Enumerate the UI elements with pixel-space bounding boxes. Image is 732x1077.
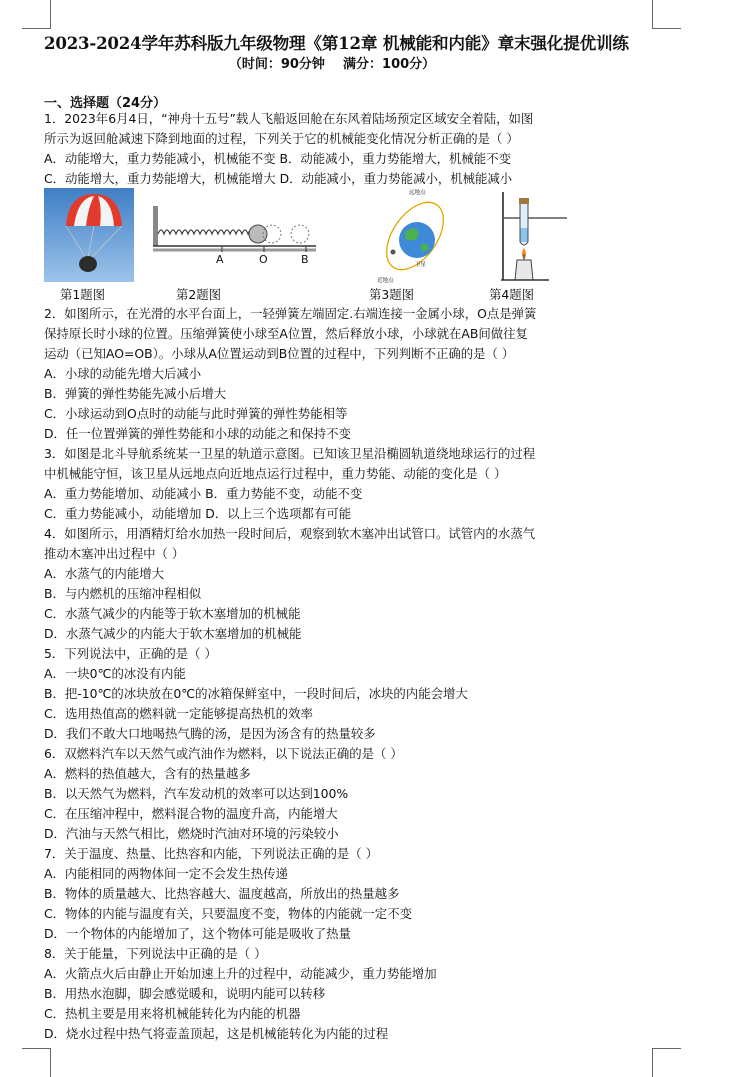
figure-1-parachute: [44, 188, 134, 282]
text-line: D．一个物体的内能增加了，这个物体可能是吸收了热量: [44, 926, 351, 941]
text-line: D．水蒸气减少的内能大于软木塞增加的机械能: [44, 626, 302, 641]
label-b: B: [301, 253, 309, 266]
text-line: D．汽油与天然气相比，燃烧时汽油对环境的污染较小: [44, 826, 339, 841]
label-perigee: 近地点: [377, 278, 394, 284]
orbit-diagram: [375, 188, 455, 284]
spring-ball-diagram: [150, 200, 320, 270]
text-line: 保持原长时小球的位置。压缩弹簧使小球至A位置，然后释放小球，小球就在AB间做往复: [44, 326, 528, 341]
text-line: 推动木塞冲出过程中（ ）: [44, 546, 185, 561]
document-title: 2023-2024学年苏科版九年级物理《第12章 机械能和内能》章末强化提优训练: [44, 33, 629, 53]
section-heading: 一、选择题（24分）: [44, 96, 167, 111]
text-line: 1．2023年6月4日，“神舟十五号”载人飞船返回舱在东风着陆场预定区域安全着陆，如图: [44, 111, 534, 126]
text-line: B．把-10℃的冰块放在0℃的冰箱保鲜室中，一段时间后，冰块的内能会增大: [44, 686, 468, 701]
caption-fig-3: 第3题图: [369, 287, 415, 302]
text-line: 8．关于能量，下列说法中正确的是（ ）: [44, 946, 267, 961]
text-line: C．重力势能减小，动能增加 D．以上三个选项都有可能: [44, 506, 352, 521]
text-line: D．任一位置弹簧的弹性势能和小球的动能之和保持不变: [44, 426, 351, 441]
text-line: 中机械能守恒，该卫星从远地点向近地点运行过程中，重力势能、动能的变化是（ ）: [44, 466, 507, 481]
text-line: D．我们不敢大口地喝热气腾的汤，是因为汤含有的热量较多: [44, 726, 376, 741]
text-line: B．用热水泡脚，脚会感觉暖和，说明内能可以转移: [44, 986, 326, 1001]
figure-2-spring: [150, 200, 320, 270]
caption-fig-2: 第2题图: [176, 287, 222, 302]
text-line: A．燃料的热值越大，含有的热量越多: [44, 766, 251, 781]
caption-fig-4: 第4题图: [489, 287, 535, 302]
text-line: A．小球的动能先增大后减小: [44, 366, 202, 381]
text-line: C．动能增大，重力势能增大，机械能增大 D．动能减小，重力势能减小，机械能减小: [44, 171, 513, 186]
text-line: C．热机主要是用来将机械能转化为内能的机器: [44, 1006, 301, 1021]
parachute-image: [44, 188, 134, 282]
label-satellite: 卫星: [415, 262, 427, 268]
text-line: D．烧水过程中热气将壶盖顶起，这是机械能转化为内能的过程: [44, 1026, 389, 1041]
figure-3-orbit: [375, 188, 455, 284]
text-line: B．以天然气为燃料，汽车发动机的效率可以达到100%: [44, 786, 349, 801]
text-line: C．选用热值高的燃料就一定能够提高热机的效率: [44, 706, 313, 721]
text-line: A．内能相同的两物体间一定不会发生热传递: [44, 866, 288, 881]
text-line: 运动（已知AO=OB）。小球从A位置运动到B位置的过程中，下列判断不正确的是（ ）: [44, 346, 515, 361]
label-o: O: [259, 253, 268, 266]
figure-4-test-tube: [495, 188, 575, 284]
text-line: A．一块0℃的冰没有内能: [44, 666, 186, 681]
label-apogee: 远地点: [409, 190, 426, 196]
text-line: 4．如图所示，用酒精灯给水加热一段时间后，观察到软木塞冲出试管口。试管内的水蒸气: [44, 526, 536, 541]
text-line: A．动能增大，重力势能减小，机械能不变 B．动能减小，重力势能增大，机械能不变: [44, 151, 511, 166]
text-line: C．水蒸气减少的内能等于软木塞增加的机械能: [44, 606, 301, 621]
label-a: A: [216, 253, 224, 266]
corner-mark-bottom-left: [22, 1048, 51, 1077]
text-line: 3．如图是北斗导航系统某一卫星的轨道示意图。已知该卫星沿椭圆轨道绕地球运行的过程: [44, 446, 536, 461]
text-line: B．与内燃机的压缩冲程相似: [44, 586, 202, 601]
text-line: A．水蒸气的内能增大: [44, 566, 164, 581]
text-line: C．物体的内能与温度有关，只要温度不变，物体的内能就一定不变: [44, 906, 412, 921]
text-line: A．重力势能增加、动能减小 B．重力势能不变，动能不变: [44, 486, 363, 501]
corner-mark-top-right: [652, 0, 681, 29]
text-line: 7．关于温度、热量、比热容和内能，下列说法正确的是（ ）: [44, 846, 378, 861]
text-line: A．火箭点火后由静止开始加速上升的过程中，动能减少，重力势能增加: [44, 966, 437, 981]
text-line: C．在压缩冲程中，燃料混合物的温度升高，内能增大: [44, 806, 338, 821]
text-line: B．物体的质量越大、比热容越大、温度越高，所放出的热量越多: [44, 886, 400, 901]
text-line: 2．如图所示，在光滑的水平台面上，一轻弹簧左端固定.右端连接一金属小球，O点是弹簧: [44, 306, 537, 321]
text-line: 所示为返回舱减速下降到地面的过程，下列关于它的机械能变化情况分析正确的是（ ）: [44, 131, 519, 146]
corner-mark-top-left: [22, 0, 51, 29]
text-line: 6．双燃料汽车以天然气或汽油作为燃料，以下说法正确的是（ ）: [44, 746, 403, 761]
text-line: B．弹簧的弹性势能先减小后增大: [44, 386, 226, 401]
document-subtitle: （时间：90分钟 满分：100分）: [228, 57, 436, 72]
alcohol-lamp-diagram: [495, 188, 575, 284]
caption-fig-1: 第1题图: [60, 287, 106, 302]
corner-mark-bottom-right: [652, 1048, 681, 1077]
text-line: 5．下列说法中，正确的是（ ）: [44, 646, 217, 661]
text-line: C．小球运动到O点时的动能与此时弹簧的弹性势能相等: [44, 406, 348, 421]
